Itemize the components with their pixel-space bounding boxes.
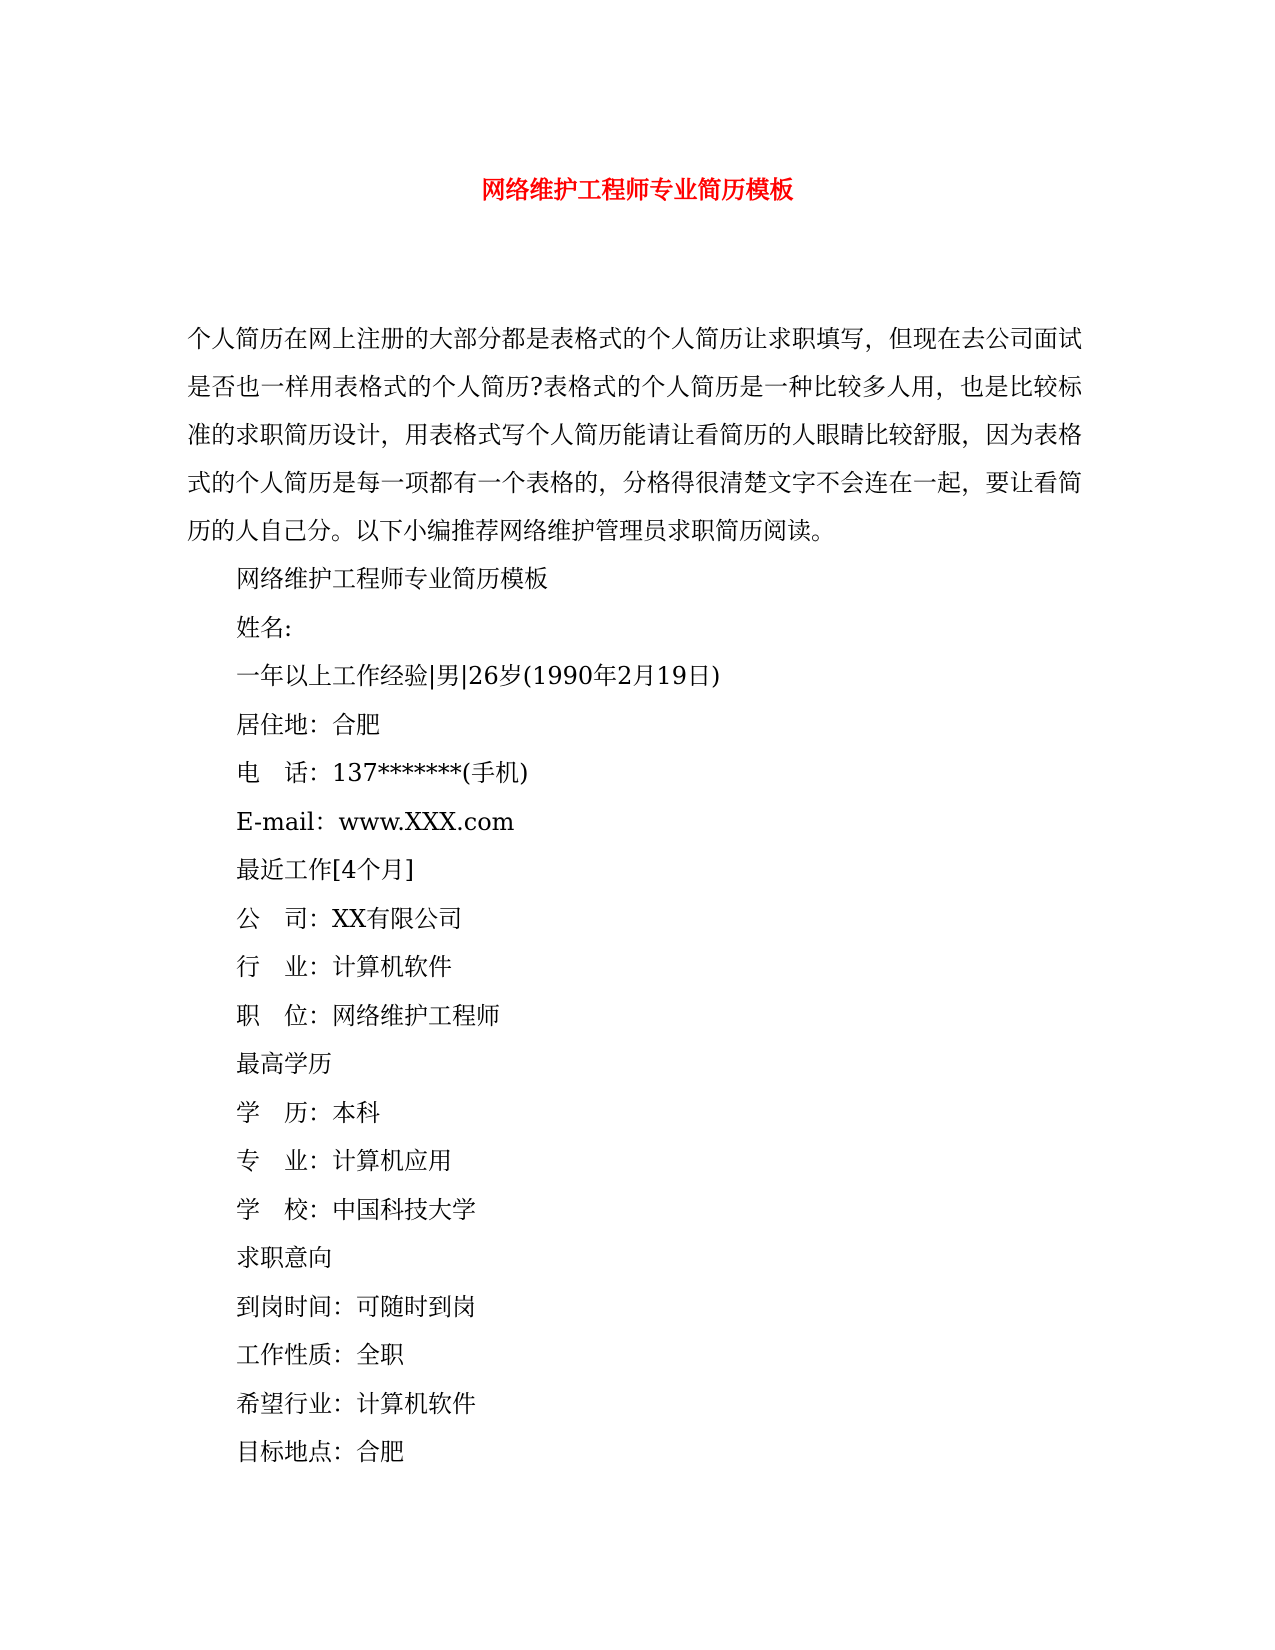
availability-field: 到岗时间：可随时到岗 [236, 1292, 476, 1321]
name-field: 姓名: [236, 613, 293, 642]
company-field: 公 司：XX有限公司 [236, 904, 463, 933]
phone-field: 电 话：137*******(手机) [236, 759, 529, 787]
email-field: E-mail：www.XXX.com [236, 807, 515, 836]
recent-work-heading: 最近工作[4个月] [236, 856, 414, 884]
major-field: 专 业：计算机应用 [236, 1147, 452, 1175]
resume-fields [236, 555, 1076, 1477]
resume-heading: 网络维护工程师专业简历模板 [236, 565, 548, 593]
experience-summary: 一年以上工作经验|男|26岁(1990年2月19日) [236, 662, 721, 690]
position-field: 职 位：网络维护工程师 [236, 1001, 500, 1030]
residence-field: 居住地：合肥 [236, 710, 380, 739]
education-heading: 最高学历 [236, 1050, 332, 1078]
document-title: 网络维护工程师专业简历模板 [481, 175, 794, 204]
desired-industry-field: 希望行业：计算机软件 [236, 1389, 476, 1418]
school-field: 学 校：中国科技大学 [236, 1195, 476, 1224]
degree-field: 学 历：本科 [236, 1098, 380, 1127]
target-location-field: 目标地点：合肥 [236, 1438, 404, 1466]
job-type-field: 工作性质：全职 [236, 1341, 404, 1369]
job-intention-heading: 求职意向 [236, 1244, 332, 1272]
intro-paragraph: 个人简历在网上注册的大部分都是表格式的个人简历让求职填写，但现在去公司面试是否也一样用表格式的个人简历?表格式的个人简历是一种比较多人用，也是比较标准的求职简历设计，用表格式写个人简历能请让看简历的人眼睛比较舒服，因为表格式的个人简历是每一项都有一个表格的，分格得很清楚文字不会连在一起，要让看简历的人自己分。以下小编推荐网络维护管理员求职简历阅读。 [187, 325, 1082, 545]
industry-field: 行 业：计算机软件 [236, 953, 452, 981]
